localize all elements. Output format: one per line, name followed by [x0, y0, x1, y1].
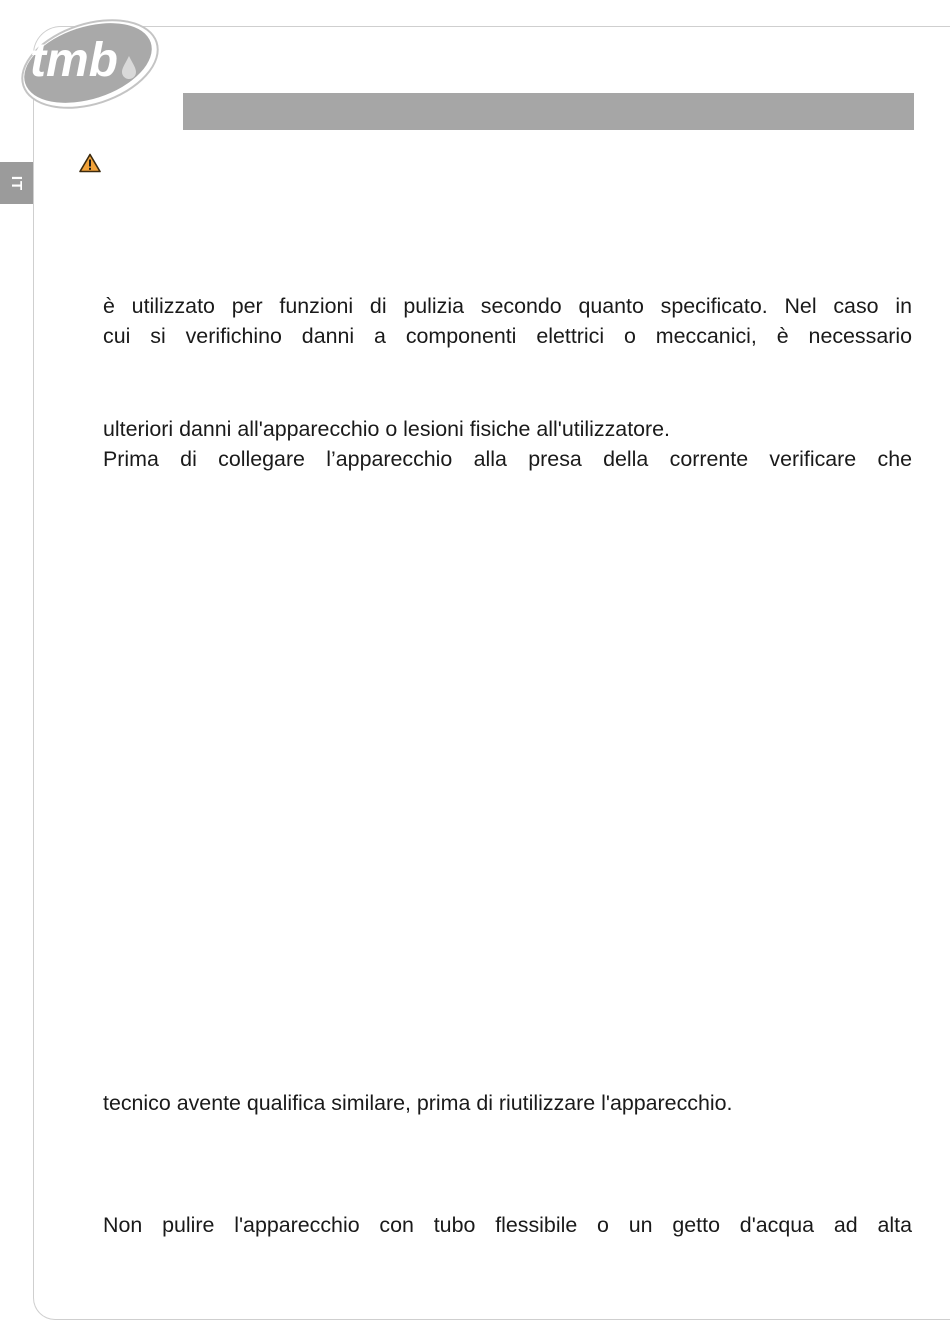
section-header-bar	[183, 93, 914, 130]
body-line-3: ulteriori danni all'apparecchio o lesioni fisiche all'utilizzatore.	[103, 417, 670, 441]
page-frame	[33, 26, 950, 1320]
body-line-5: tecnico avente qualifica similare, prima di riutilizzare l'apparecchio.	[103, 1091, 733, 1115]
language-tab-label: IT	[8, 175, 25, 191]
body-line-1: è utilizzato per funzioni di pulizia secondo quanto specificato. Nel caso in	[103, 294, 912, 318]
tmb-logo	[14, 8, 160, 112]
body-line-4: Prima di collegare l’apparecchio alla presa della corrente verificare che	[103, 447, 912, 471]
logo-text: tmb	[30, 34, 118, 87]
warning-triangle-icon	[79, 153, 101, 173]
body-line-6: Non pulire l'apparecchio con tubo flessibile o un getto d'acqua ad alta	[103, 1213, 912, 1237]
language-tab	[0, 162, 33, 204]
body-line-2: cui si verifichino danni a componenti elettrici o meccanici, è necessario	[103, 324, 912, 348]
